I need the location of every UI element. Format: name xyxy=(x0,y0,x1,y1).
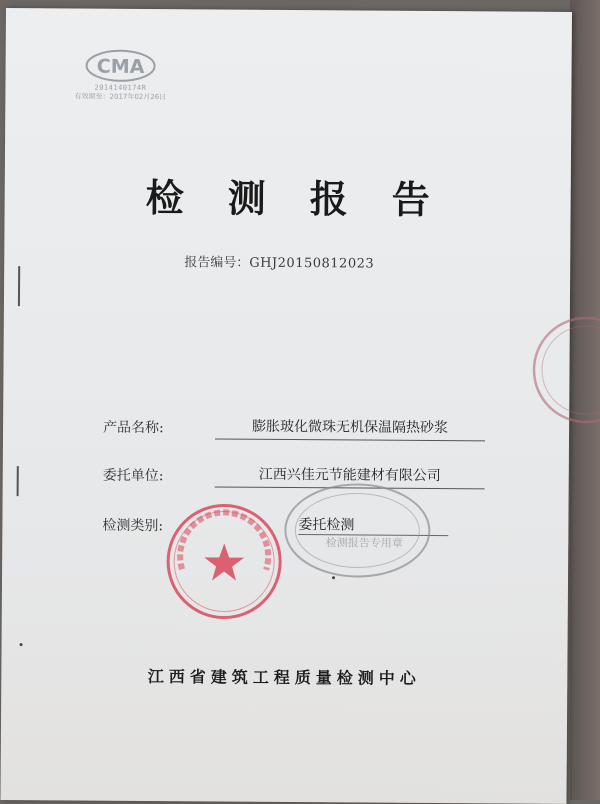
cma-valid-until: 有效期至：2017年02月26日 xyxy=(74,92,167,102)
report-cover-page xyxy=(0,8,572,804)
cma-logo-icon xyxy=(84,49,156,84)
page-title: 检测报告 xyxy=(145,175,474,223)
product-name-value: 膨胀玻化微珠无机保温隔热砂浆 xyxy=(215,415,485,441)
background-surface xyxy=(570,0,600,800)
client-unit-label: 委托单位: xyxy=(102,467,164,485)
cma-mark-text: CMA xyxy=(96,55,145,78)
report-number-value: GHJ20150812023 xyxy=(249,255,375,272)
company-seal-icon xyxy=(162,499,288,625)
punch-mark xyxy=(332,576,335,579)
binding-mark xyxy=(18,266,20,306)
client-unit-value: 江西兴佳元节能建材有限公司 xyxy=(215,463,485,489)
binding-mark xyxy=(17,466,19,496)
product-name-label: 产品名称: xyxy=(103,419,164,437)
report-number xyxy=(184,251,374,271)
cma-mark xyxy=(65,48,176,129)
cma-cert-number: 2014140174R xyxy=(94,83,147,92)
inspection-seal-text: 检测报告专用章 xyxy=(325,536,403,550)
report-number-label: 报告编号： xyxy=(184,255,250,271)
test-category-label: 检测类别: xyxy=(102,517,164,535)
issuing-organization: 江西省建筑工程质量检测中心 xyxy=(147,667,421,688)
test-category-value: 委托检测 xyxy=(298,517,355,534)
punch-mark xyxy=(20,643,23,646)
